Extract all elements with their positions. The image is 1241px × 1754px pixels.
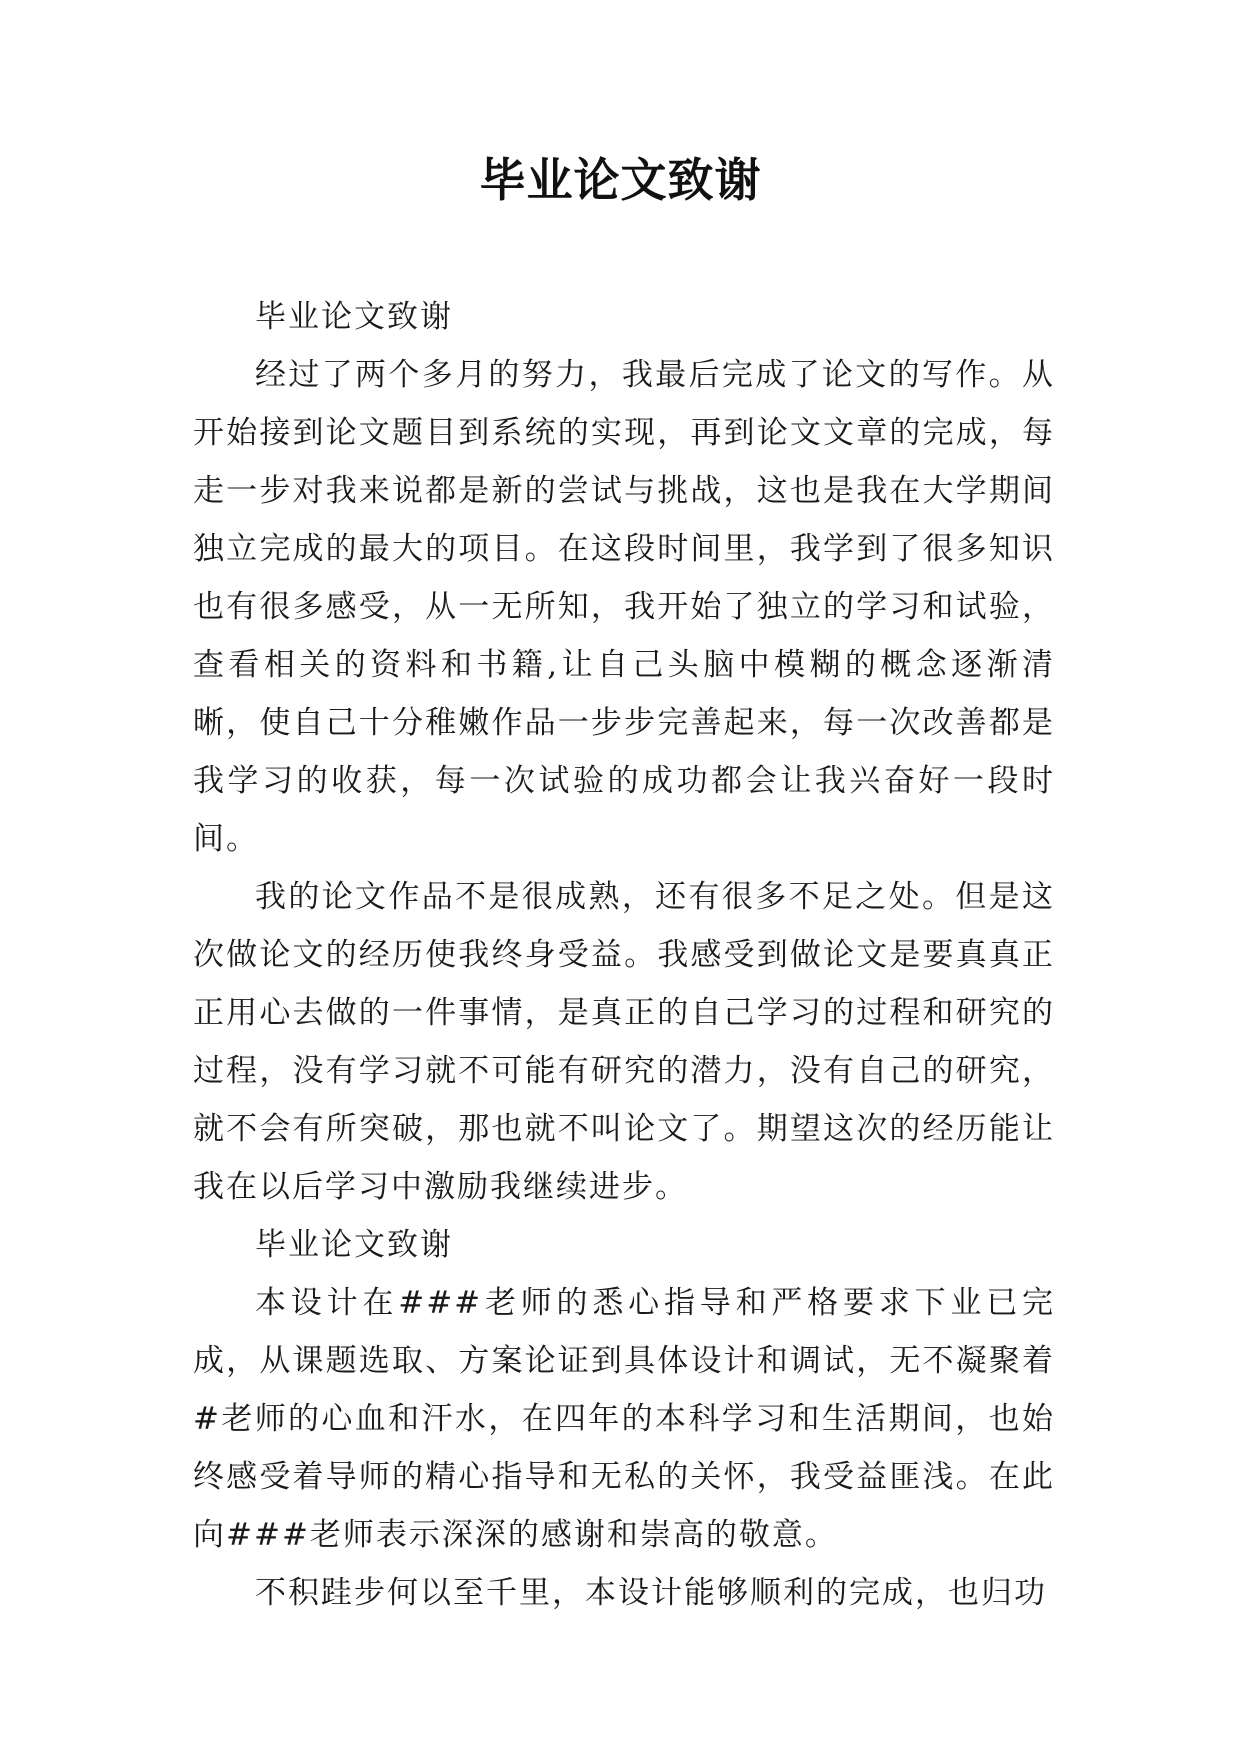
paragraph: 不积跬步何以至千里，本设计能够顺利的完成，也归功 [255,1575,1047,1611]
paragraph: 经过了两个多月的努力，我最后完成了论文的写作。从开始接到论文题目到系统的实现，再到论文文章的完成，每走一步对我来说都是新的尝试与挑战，这也是我在大学期间独立完成的最大的项目。在这段时间里，我学到了很多知识也有很多感受，从一无所知，我开始了独立的学习和试验，查看相关的资料和书籍,让自己头脑中模糊的概念逐渐清晰，使自己十分稚嫩作品一步步完善起来，每一次改善都是我学习的收获，每一次试验的成功都会让我兴奋好一段时间。 [193,357,1055,857]
section-heading: 毕业论文致谢 [255,1227,453,1263]
document-body [193,288,1055,1622]
paragraph: 本设计在###老师的悉心指导和严格要求下业已完成，从课题选取、方案论证到具体设计和调试，无不凝聚着#老师的心血和汗水，在四年的本科学习和生活期间，也始终感受着导师的精心指导和无私的关怀，我受益匪浅。在此向###老师表示深深的感谢和崇高的敬意。 [193,1285,1055,1553]
paragraph: 我的论文作品不是很成熟，还有很多不足之处。但是这次做论文的经历使我终身受益。我感受到做论文是要真真正正用心去做的一件事情，是真正的自己学习的过程和研究的过程，没有学习就不可能有研究的潜力，没有自己的研究，就不会有所突破，那也就不叫论文了。期望这次的经历能让我在以后学习中激励我继续进步。 [193,879,1055,1205]
section-heading: 毕业论文致谢 [255,299,453,335]
page-title: 毕业论文致谢 [479,153,762,207]
